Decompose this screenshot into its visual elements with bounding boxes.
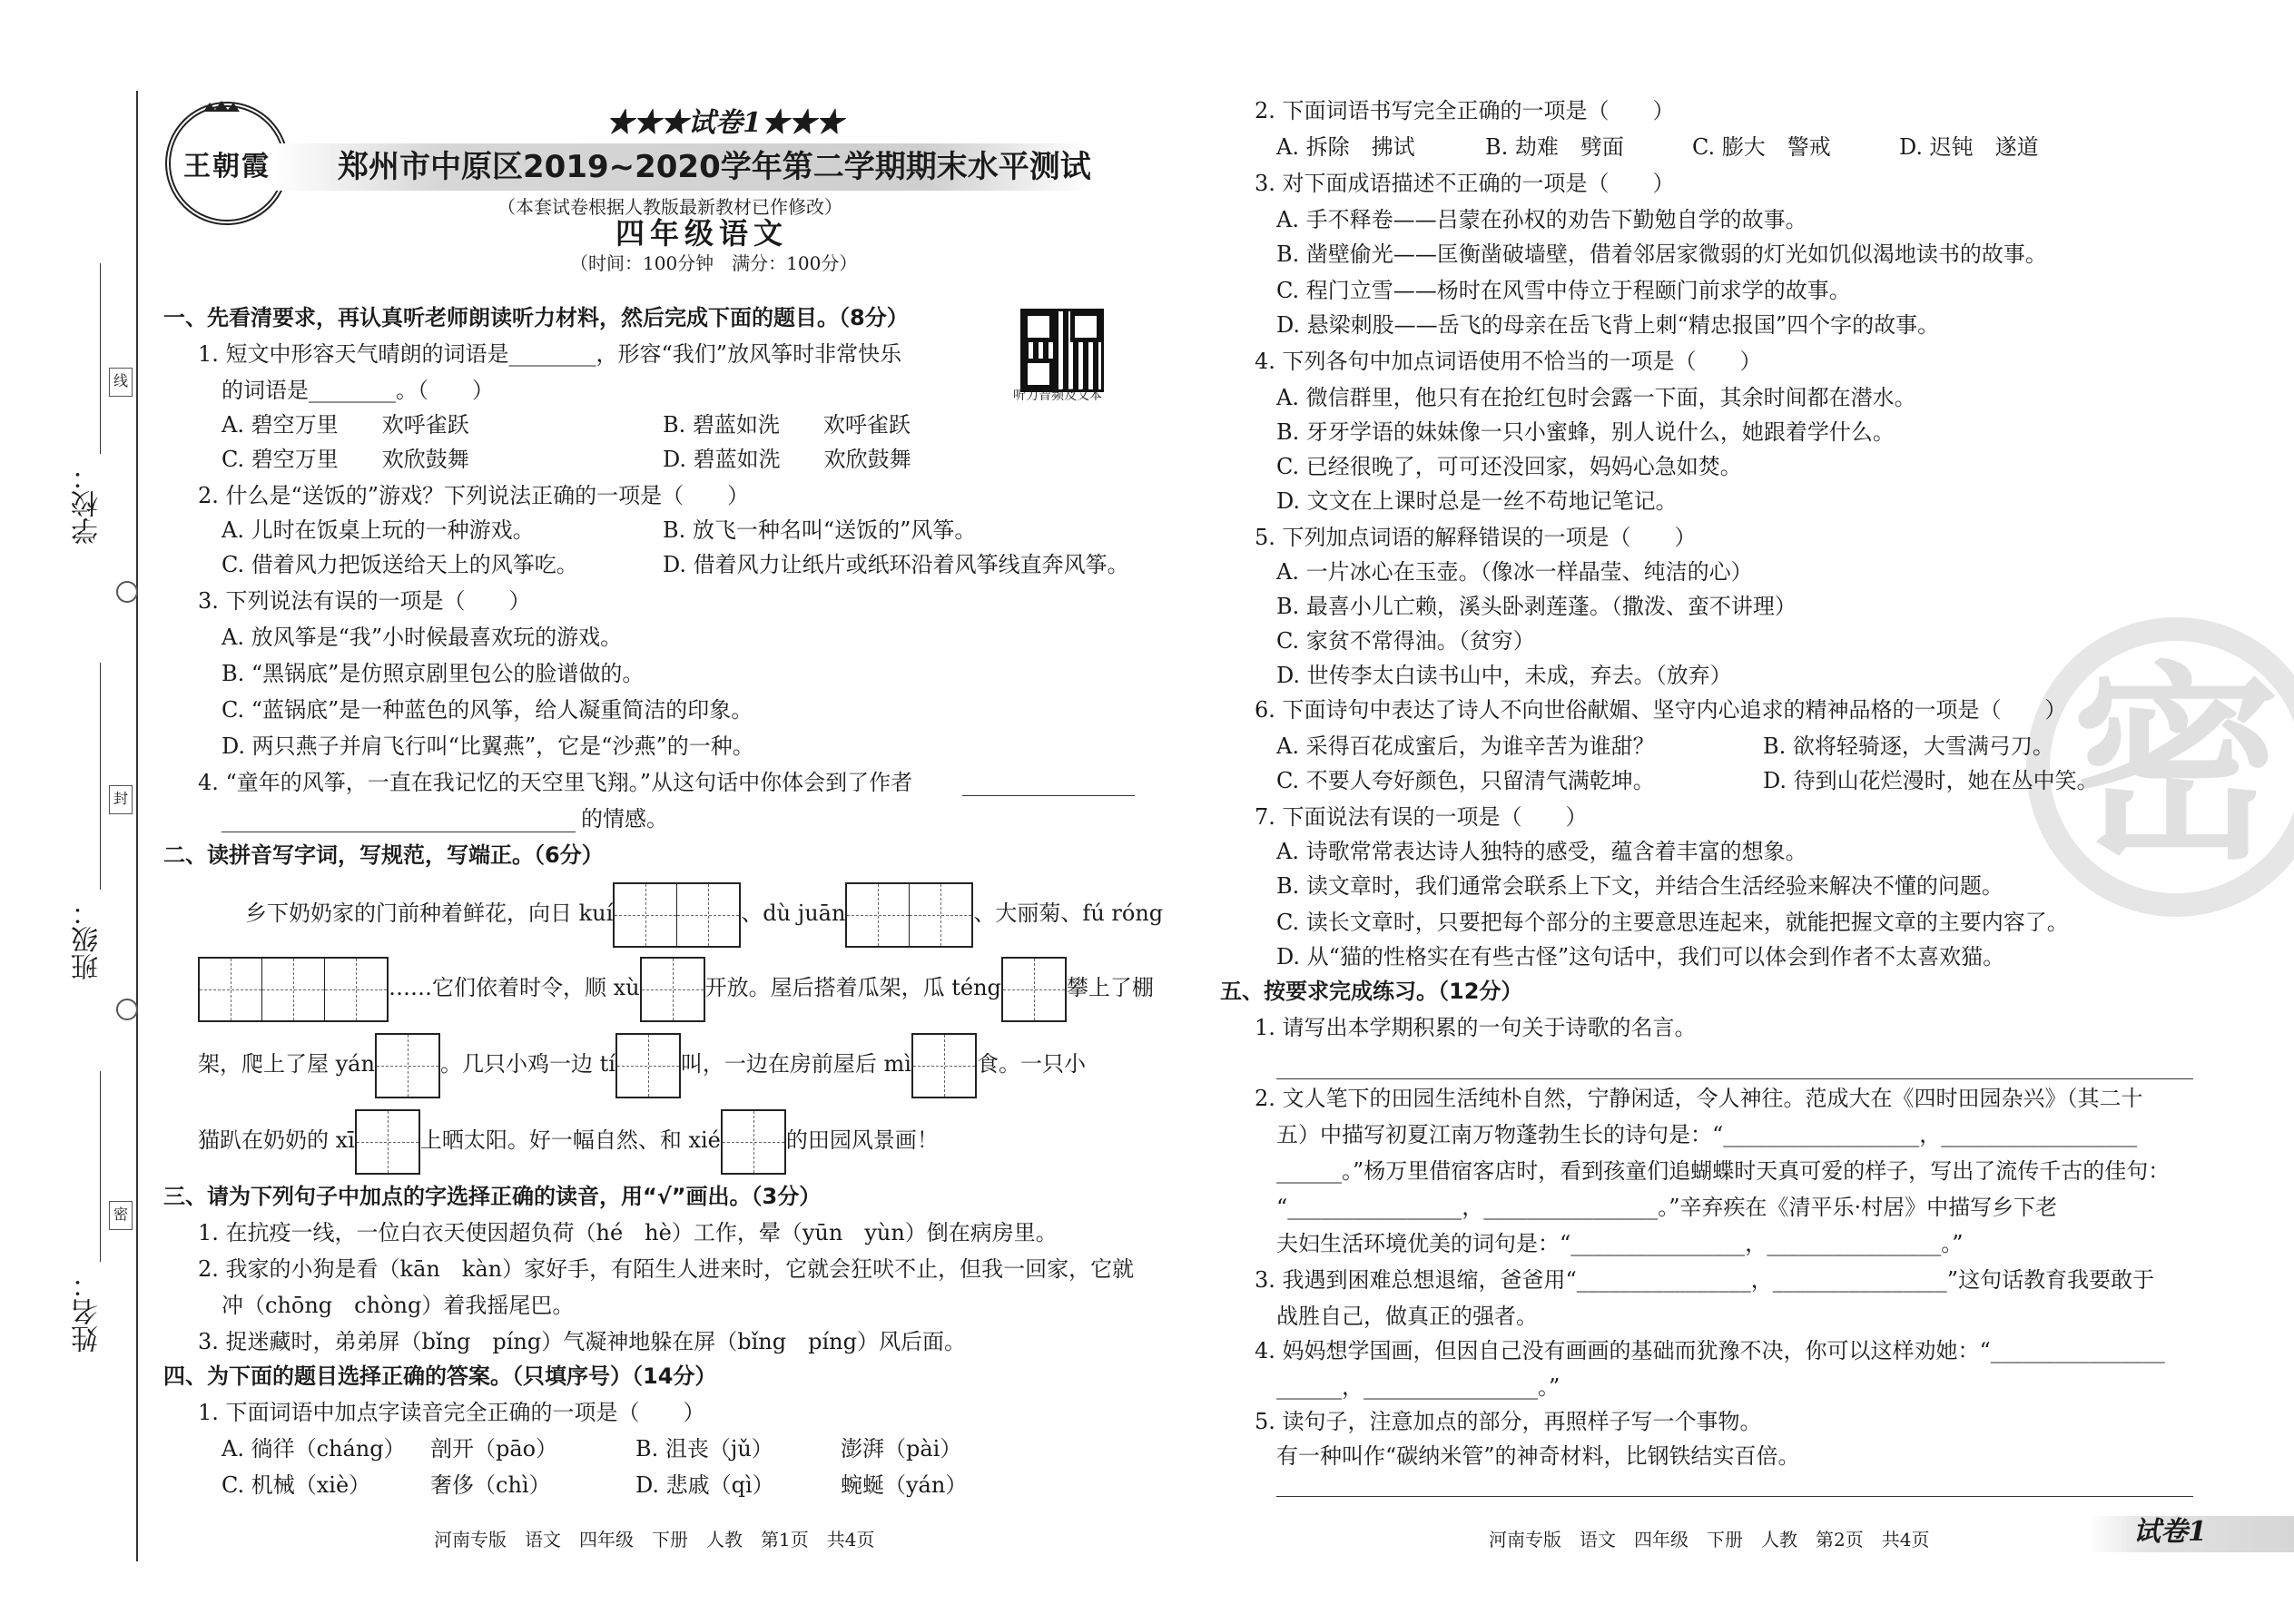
choice-q1-a2: 剖开（pāo） bbox=[430, 1436, 558, 1462]
star-icon: ★★★ bbox=[606, 107, 688, 139]
q4-tail: 的情感。 bbox=[581, 806, 668, 832]
pron-q2-line1[interactable]: 2. 我家的小狗是看（kān kàn）家好手，有陌生人进来时，它就会狂吠不止，但我一回家，它就 bbox=[198, 1256, 1135, 1282]
pinyin-line-2: ……它们依着时令，顺 xù 开放。屋后搭着瓜架，瓜 téng 攀上了棚 bbox=[198, 955, 1154, 1022]
choice-q1-c2: 奢侈（chì） bbox=[430, 1472, 551, 1498]
star-icon: ★★★ bbox=[761, 107, 843, 139]
pinyin-line-4: 猫趴在奶奶的 xī 上晒太阳。好一幅自然、和 xié 的田园风景画！ bbox=[198, 1107, 939, 1175]
confidential-watermark: 密 bbox=[2026, 617, 2294, 917]
pron-q2-line2[interactable]: 冲（chōng chòng）着我摇尾巴。 bbox=[222, 1293, 575, 1318]
choice-q1-a1: A. 徜徉（cháng） bbox=[222, 1436, 406, 1462]
corner-tag: 试卷1 bbox=[2133, 1516, 2207, 1548]
choice-q1-d2: 蜿蜒（yán） bbox=[841, 1472, 968, 1498]
choice-q3-d: D. 悬梁刺股——岳飞的母亲在岳飞背上刺“精忠报国”四个字的故事。 bbox=[1276, 312, 1940, 338]
choice-q4-d: D. 文文在上课时总是一丝不苟地记笔记。 bbox=[1276, 488, 1678, 514]
char-box[interactable] bbox=[911, 1033, 977, 1098]
pron-q1[interactable]: 1. 在抗疫一线，一位白衣天使因超负荷（hé hè）工作，晕（yūn yùn）倒在病房里。 bbox=[198, 1220, 1058, 1245]
char-box[interactable] bbox=[640, 957, 705, 1022]
exercise-3-line2: 战胜自己，做真正的强者。 bbox=[1276, 1304, 1538, 1329]
q2-option-d: D. 借着风力让纸片或纸环沿着风筝线直奔风筝。 bbox=[663, 552, 1129, 577]
choice-q6-d: D. 待到山花烂漫时，她在丛中笑。 bbox=[1763, 768, 2099, 793]
char-box[interactable] bbox=[355, 1109, 420, 1175]
choice-q5-d: D. 世传李太白读书山中，未成，弃去。（放弃） bbox=[1276, 663, 1732, 688]
exercise-2-line2[interactable]: 五）中描写初夏江南万物蓬勃生长的诗句是：“__________________，__________________ bbox=[1276, 1122, 2138, 1147]
class-blank bbox=[100, 663, 101, 890]
choice-q5-b: B. 最喜小儿亡赖，溪头卧剥莲蓬。（撒泼、蛮不讲理） bbox=[1276, 594, 1797, 619]
exercise-4-line1[interactable]: 4. 妈妈想学国画，但因自己没有画画的基础而犹豫不决，你可以这样劝她：“________________ bbox=[1255, 1338, 2165, 1363]
choice-q3-c: C. 程门立雪——杨时在风雪中侍立于程颐门前求学的故事。 bbox=[1276, 278, 1851, 303]
q2-option-b: B. 放飞一种名叫“送饭的”风筝。 bbox=[663, 517, 977, 543]
choice-q5-c: C. 家贫不常得油。（贫穷） bbox=[1276, 628, 1535, 654]
exercise-2-line5[interactable]: 夫妇生活环境优美的词句是：“________________，________________。” bbox=[1276, 1231, 1964, 1256]
q1-line2: 的词语是________。（ ） bbox=[222, 378, 494, 403]
school-blank bbox=[100, 263, 101, 454]
pinyin-line-1: 乡下奶奶家的门前种着鲜花，向日 kuí 、dù juān 、大丽菊、fú róng bbox=[245, 881, 1163, 948]
q1-option-c: C. 碧空万里 欢欣鼓舞 bbox=[222, 447, 469, 472]
choice-q1-stem: 1. 下面词语中加点字读音完全正确的一项是（ ） bbox=[198, 1400, 705, 1425]
choice-q4-a: A. 微信群里，他只有在抢红包时会露一下面，其余时间都在潜水。 bbox=[1276, 385, 1916, 410]
choice-q6-a: A. 采得百花成蜜后，为谁辛苦为谁甜？ bbox=[1276, 733, 1655, 759]
q3-option-d: D. 两只燕子并肩飞行叫“比翼燕”，它是“沙燕”的一种。 bbox=[222, 733, 754, 759]
pron-q3[interactable]: 3. 捉迷藏时，弟弟屏（bǐng píng）气凝神地躲在屏（bǐng píng）风后面。 bbox=[198, 1329, 966, 1354]
subject-title: 四年级语文 bbox=[615, 216, 789, 251]
choice-q4-c: C. 已经很晚了，可可还没回家，妈妈心急如焚。 bbox=[1276, 454, 1742, 479]
choice-q1-b1: B. 沮丧（jǔ） bbox=[635, 1436, 773, 1462]
q3-option-a: A. 放风筝是“我”小时候最喜欢玩的游戏。 bbox=[222, 625, 623, 650]
binding-line bbox=[136, 91, 138, 1561]
page-footer-right: 河南专版 语文 四年级 下册 人教 第2页 共4页 bbox=[1489, 1529, 1930, 1550]
q1-option-b: B. 碧蓝如洗 欢呼雀跃 bbox=[663, 412, 911, 438]
school-label: 学校： bbox=[72, 463, 103, 545]
name-label: 姓名： bbox=[72, 1271, 103, 1353]
choice-q2-stem: 2. 下面词语书写完全正确的一项是（ ） bbox=[1255, 98, 1675, 123]
q1-option-a: A. 碧空万里 欢呼雀跃 bbox=[222, 412, 469, 438]
exam-note: （本套试卷根据人教版最新教材已作修改） bbox=[497, 196, 842, 218]
exercise-3-line1[interactable]: 3. 我遇到困难总想退缩，爸爸用“________________，________________”这句话教育我要敢于 bbox=[1255, 1267, 2155, 1293]
q2-stem: 2. 什么是“送饭的”游戏？下列说法正确的一项是（ ） bbox=[198, 483, 750, 508]
char-box[interactable] bbox=[198, 957, 389, 1022]
choice-q3-b: B. 凿壁偷光——匡衡凿破墙壁，借着邻居家微弱的灯光如饥似渴地读书的故事。 bbox=[1276, 241, 2047, 267]
answer-blank[interactable] bbox=[962, 795, 1135, 796]
seal-mark-xian: 线 bbox=[109, 368, 133, 397]
exercise-5-example: 有一种叫作“碳纳米管”的神奇材料，比钢铁结实百倍。 bbox=[1276, 1443, 1800, 1469]
choice-q1-d1: D. 悲戚（qì） bbox=[635, 1472, 774, 1498]
choice-q7-d: D. 从“猫的性格实在有些古怪”这句话中，我们可以体会到作者不太喜欢猫。 bbox=[1276, 944, 2005, 969]
char-box[interactable] bbox=[845, 882, 973, 948]
choice-q2-d: D. 迟钝 遂道 bbox=[1899, 134, 2039, 160]
crown-icon bbox=[162, 99, 281, 217]
choice-q2-c: C. 膨大 警戒 bbox=[1692, 134, 1831, 160]
choice-q3-stem: 3. 对下面成语描述不正确的一项是（ ） bbox=[1255, 171, 1675, 196]
section-3-title: 三、请为下列句子中加点的字选择正确的读音，用“√”画出。（3分） bbox=[163, 1184, 822, 1209]
choice-q6-stem: 6. 下面诗句中表达了诗人不向世俗献媚、坚守内心追求的精神品格的一项是（ ） bbox=[1255, 697, 2067, 723]
exercise-4-line2[interactable]: ______，________________。” bbox=[1276, 1374, 1561, 1400]
char-box[interactable] bbox=[1001, 957, 1067, 1022]
choice-q4-stem: 4. 下列各句中加点词语使用不恰当的一项是（ ） bbox=[1255, 349, 1762, 374]
choice-q2-b: B. 劫难 劈面 bbox=[1485, 134, 1624, 160]
choice-q1-c1: C. 机械（xiè） bbox=[222, 1472, 371, 1498]
binding-hole-icon bbox=[116, 999, 138, 1020]
binding-hole-icon bbox=[116, 581, 138, 603]
answer-line[interactable] bbox=[1276, 1496, 2193, 1497]
choice-q7-stem: 7. 下面说法有误的一项是（ ） bbox=[1255, 804, 1588, 830]
choice-q5-stem: 5. 下列加点词语的解释错误的一项是（ ） bbox=[1255, 525, 1697, 550]
choice-q7-c: C. 读长文章时，只要把每个部分的主要意思连起来，就能把握文章的主要内容了。 bbox=[1276, 910, 2069, 935]
choice-q1-b2: 澎湃（pài） bbox=[841, 1436, 962, 1462]
class-label: 班级： bbox=[72, 899, 103, 980]
choice-q7-b: B. 读文章时，我们通常会联系上下文，并结合生活经验来解决不懂的问题。 bbox=[1276, 873, 2004, 899]
choice-q3-a: A. 手不释卷——吕蒙在孙权的劝告下勤勉自学的故事。 bbox=[1276, 207, 1807, 232]
char-box[interactable] bbox=[375, 1033, 440, 1098]
publisher-logo bbox=[165, 102, 289, 225]
exercise-5-line1: 5. 读句子，注意加点的部分，再照样子写一个事物。 bbox=[1255, 1409, 1762, 1434]
choice-q7-a: A. 诗歌常常表达诗人独特的感受，蕴含着丰富的想象。 bbox=[1276, 839, 1807, 864]
time-info: （时间：100分钟 满分：100分） bbox=[570, 252, 858, 274]
pinyin-line-3: 架，爬上了屋 yán 。几只小鸡一边 tí 叫，一边在房前屋后 mì 食。一只小 bbox=[198, 1031, 1086, 1098]
paper-tag: ★★★试卷1★★★ bbox=[606, 107, 843, 139]
choice-q6-b: B. 欲将轻骑逐，大雪满弓刀。 bbox=[1763, 733, 2054, 759]
section-5-title: 五、按要求完成练习。（12分） bbox=[1220, 979, 1523, 1004]
seal-mark-mi: 密 bbox=[109, 1201, 133, 1230]
choice-q6-c: C. 不要人夸好颜色，只留清气满乾坤。 bbox=[1276, 768, 1655, 793]
q3-option-b: B. “黑锅底”是仿照京剧里包公的脸谱做的。 bbox=[222, 661, 645, 686]
section-1-title: 一、先看清要求，再认真听老师朗读听力材料，然后完成下面的题目。（8分） bbox=[163, 305, 909, 330]
exercise-2-line4[interactable]: “________________，________________。”辛弃疾在《清平乐·村居》中描写乡下老 bbox=[1276, 1195, 2058, 1220]
name-blank bbox=[100, 1071, 101, 1262]
q2-option-a: A. 儿时在饭桌上玩的一种游戏。 bbox=[222, 517, 535, 543]
logo-text: 王朝霞 bbox=[183, 151, 271, 182]
q3-stem: 3. 下列说法有误的一项是（ ） bbox=[198, 588, 531, 614]
qr-code-icon bbox=[1020, 309, 1104, 392]
choice-q4-b: B. 牙牙学语的妹妹像一只小蜜蜂，别人说什么，她跟着学什么。 bbox=[1276, 419, 1895, 445]
qr-caption: 听力音频及文本 bbox=[1013, 389, 1102, 403]
q3-option-c: C. “蓝锅底”是一种蓝色的风筝，给人凝重简洁的印象。 bbox=[222, 697, 753, 723]
section-2-title: 二、读拼音写字词，写规范，写端正。（6分） bbox=[163, 842, 604, 868]
seal-mark-feng: 封 bbox=[109, 785, 133, 814]
char-box[interactable] bbox=[721, 1109, 786, 1175]
q2-option-c: C. 借着风力把饭送给天上的风筝吃。 bbox=[222, 552, 578, 577]
answer-line[interactable] bbox=[1276, 1078, 2193, 1079]
q1-option-d: D. 碧蓝如洗 欢欣鼓舞 bbox=[663, 447, 911, 472]
section-4-title: 四、为下面的题目选择正确的答案。（只填序号）（14分） bbox=[163, 1363, 717, 1389]
choice-q5-a: A. 一片冰心在玉壶。（像冰一样晶莹、纯洁的心） bbox=[1276, 559, 1753, 585]
char-box[interactable] bbox=[615, 1033, 681, 1098]
page-footer-left: 河南专版 语文 四年级 下册 人教 第1页 共4页 bbox=[434, 1529, 875, 1550]
q4-stem: 4. “童年的风筝，一直在我记忆的天空里飞翔。”从这句话中你体会到了作者 bbox=[198, 770, 913, 795]
choice-q2-a: A. 拆除 拂试 bbox=[1276, 134, 1415, 160]
exercise-2-line3[interactable]: ______。”杨万里借宿客店时，看到孩童们追蝴蝶时天真可爱的样子，写出了流传千古的佳句： bbox=[1276, 1158, 2171, 1184]
exercise-1: 1. 请写出本学期积累的一句关于诗歌的名言。 bbox=[1255, 1015, 1697, 1040]
exercise-2-line1: 2. 文人笔下的田园生活纯朴自然，宁静闲适，令人神往。范成大在《四时田园杂兴》（其二十 bbox=[1255, 1086, 2143, 1111]
q1-line1: 1. 短文中形容天气晴朗的词语是________，形容“我们”放风筝时非常快乐 bbox=[198, 341, 902, 367]
exam-title: 郑州市中原区2019~2020学年第二学期期末水平测试 bbox=[338, 149, 1091, 185]
char-box[interactable] bbox=[613, 882, 741, 948]
